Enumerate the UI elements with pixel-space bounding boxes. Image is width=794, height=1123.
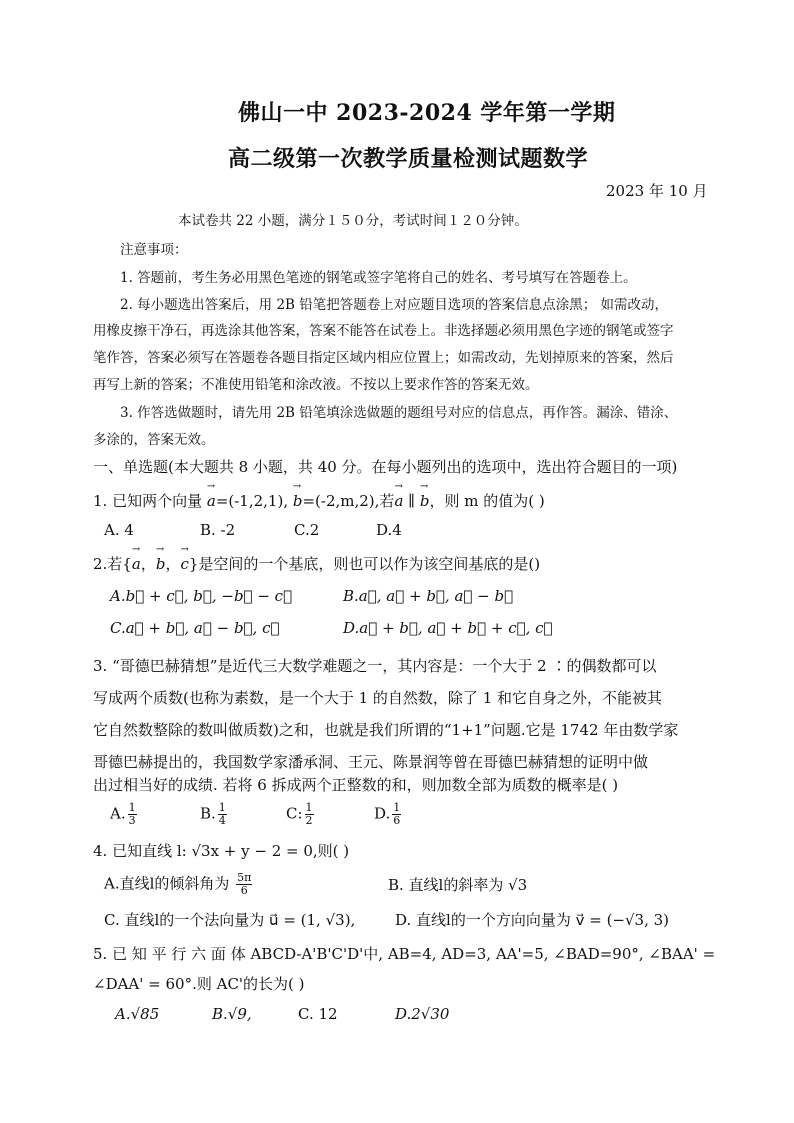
notice-2-line-1: 2. 每小题选出答案后，用 2B 铅笔把答题卷上对应题目选项的答案信息点涂黑； 如需改动， xyxy=(120,297,669,313)
q3-option-a-label: A. xyxy=(110,804,126,823)
question-3-line-5: 出过相当好的成绩. 若将 6 拆成两个正整数的和，则加数全部为质数的概率是( ) xyxy=(93,776,619,794)
notice-3-line-2: 多涂的，答案无效。 xyxy=(93,432,215,448)
section-1-heading: 一、单选题(本大题共 8 小题，共 40 分。在每小题列出的选项中，选出符合题目的一项) xyxy=(93,458,678,476)
q3-option-d xyxy=(374,802,403,827)
denominator: 6 xyxy=(240,884,248,897)
exam-summary: 本试卷共 22 小题，满分１５０分，考试时间１２０分钟。 xyxy=(178,213,528,229)
fraction xyxy=(128,802,137,827)
numerator: 1 xyxy=(128,801,136,814)
denominator: 4 xyxy=(218,814,226,827)
vector-c-symbol: → c xyxy=(180,555,188,573)
question-3-line-3: 它自然数整除的数叫做质数)之和，也就是我们所谓的“1+1”问题.它是 1742 年由数学家 xyxy=(93,721,679,739)
q3-option-b-label: B. xyxy=(200,804,216,823)
numerator: 1 xyxy=(393,801,401,814)
notice-title: 注意事项： xyxy=(120,242,188,258)
q3-option-d-label: D. xyxy=(374,804,391,823)
q4-option-a-text: A.直线l的倾斜角为 xyxy=(104,874,235,893)
q1-option-a: A. 4 xyxy=(104,521,134,539)
notice-2-line-3: 笔作答，答案必须写在答题卷各题目指定区域内相应位置上；如需改动，先划掉原来的答案，然后 xyxy=(93,350,674,366)
q3-option-c-label: C: xyxy=(286,804,303,823)
q2-stem-prefix: 2.若{ xyxy=(93,555,132,573)
question-3-line-2: 写成两个质数(也称为素数，是一个大于 1 的自然数，除了 1 和它自身之外，不能被其 xyxy=(93,689,663,707)
q5-option-c: C. 12 xyxy=(298,1005,338,1023)
q5-option-d: D.2√30 xyxy=(395,1005,450,1023)
q3-option-a xyxy=(110,802,139,827)
exam-title-subject: 高二级第一次教学质量检测试题数学 xyxy=(228,146,589,172)
notice-2-line-2: 用橡皮擦干净石，再选涂其他答案，答案不能答在试卷上。非选择题必须用黑色字迹的钢笔或签字 xyxy=(93,323,674,339)
numerator: 1 xyxy=(305,801,313,814)
fraction xyxy=(218,802,227,827)
numerator: 1 xyxy=(218,801,226,814)
notice-1: 1. 答题前，考生务必用黑色笔迹的钢笔或签字笔将自己的姓名、考号填写在答题卷上。 xyxy=(120,270,637,286)
numerator: 5π xyxy=(237,871,252,884)
q1-stem-prefix: 1. 已知两个向量 xyxy=(93,492,207,510)
parallel-symbol: ∥ xyxy=(403,492,420,510)
vector-a-symbol-2: → a xyxy=(394,492,403,510)
question-5-line-2: ∠DAA' = 60°.则 AC'的长为( ) xyxy=(93,975,305,993)
q2-option-d: D.a⃗ + b⃗, a⃗ + b⃗ + c⃗, c⃗ xyxy=(343,619,553,637)
question-2-stem: 2.若{→ a，→ b，→ c}是空间的一个基底，则也可以作为该空间基底的是() xyxy=(93,553,540,574)
q1-option-b: B. -2 xyxy=(200,521,236,539)
vector-b-symbol: → b xyxy=(156,555,166,573)
vector-b-symbol: → b xyxy=(293,492,303,510)
question-5-line-1: 5. 已 知 平 行 六 面 体 ABCD-A'B'C'D'中, AB=4, AD=3, AA'=5, ∠BAD=90°, ∠BAA' = xyxy=(93,945,716,963)
q3-option-b xyxy=(200,802,229,827)
vector-b-symbol-2: → b xyxy=(420,492,430,510)
denominator: 3 xyxy=(128,814,136,827)
fraction xyxy=(305,802,314,827)
fraction xyxy=(236,872,252,897)
q2-option-b: B.a⃗, a⃗ + b⃗, a⃗ − b⃗ xyxy=(343,587,514,605)
q4-option-a xyxy=(104,872,254,897)
q2-option-c: C.a⃗ + b⃗, a⃗ − b⃗, c⃗ xyxy=(110,619,280,637)
q1-vector-b-value: =(-2,m,2),若 xyxy=(302,492,395,510)
notice-2-line-4: 再写上新的答案；不准使用铅笔和涂改液。不按以上要求作答的答案无效。 xyxy=(93,377,539,393)
question-4-stem: 4. 已知直线 l: √3x + y − 2 = 0,则( ) xyxy=(93,842,350,860)
q1-option-c: C.2 xyxy=(294,521,320,539)
question-3-line-1: 3. “哥德巴赫猜想”是近代三大数学难题之一，其内容是：一个大于 2 ∶的偶数都可以 xyxy=(93,657,657,675)
q4-option-b: B. 直线l的斜率为 √3 xyxy=(388,876,528,894)
vector-a-symbol: → a xyxy=(132,555,141,573)
q4-option-c: C. 直线l的一个法向量为 u⃗ = (1, √3), xyxy=(104,911,356,929)
q5-option-a: A.√85 xyxy=(115,1005,160,1023)
q1-vector-a-value: =(-1,2,1), xyxy=(215,492,293,510)
q1-stem-tail: ，则 m 的值为( ) xyxy=(429,492,545,510)
q2-option-a: A.b⃗ + c⃗, b⃗, −b⃗ − c⃗ xyxy=(110,587,293,605)
question-1-stem xyxy=(93,490,545,511)
q4-option-d: D. 直线l的一个方向向量为 v⃗ = (−√3, 3) xyxy=(395,911,670,929)
exam-date: 2023 年 10 月 xyxy=(606,182,708,200)
vector-a-symbol: → a xyxy=(207,492,216,510)
denominator: 6 xyxy=(393,814,401,827)
q3-option-c xyxy=(286,802,316,827)
exam-title-school: 佛山一中 2023-2024 学年第一学期 xyxy=(238,100,616,126)
denominator: 2 xyxy=(305,814,313,827)
q5-option-b: B.√9, xyxy=(212,1005,252,1023)
notice-3-line-1: 3. 作答选做题时，请先用 2B 铅笔填涂选做题的题组号对应的信息点，再作答。漏涂、错涂、 xyxy=(120,405,678,421)
q1-option-d: D.4 xyxy=(376,521,402,539)
question-3-line-4: 哥德巴赫提出的，我国数学家潘承洞、王元、陈景润等曾在哥德巴赫猜想的证明中做 xyxy=(93,753,649,771)
fraction xyxy=(392,802,401,827)
q2-stem-suffix: }是空间的一个基底，则也可以作为该空间基底的是() xyxy=(188,555,541,573)
